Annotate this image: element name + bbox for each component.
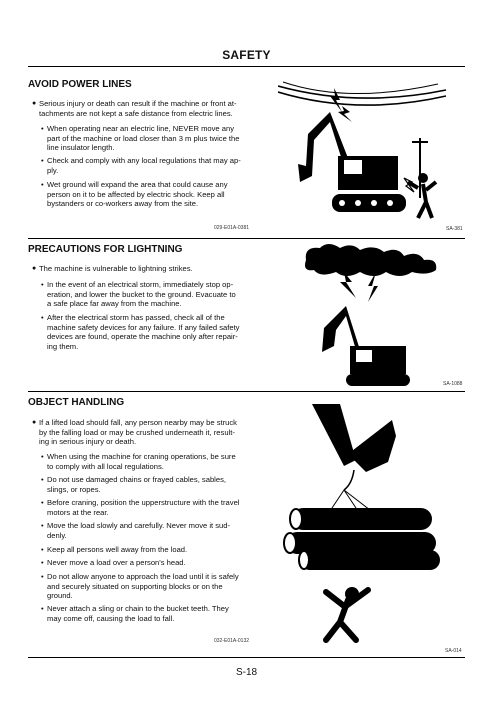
sub-bullet-dot: • — [41, 604, 44, 613]
list-item: Move the load slowly and carefully. Never move it sud- denly. — [47, 521, 231, 540]
bullet-dot: ● — [32, 419, 37, 426]
sub-bullet-dot: • — [41, 156, 44, 165]
bullet-dot: ● — [32, 265, 37, 272]
list-item: After the electrical storm has passed, check all of the machine safety devices for any failure. If any failed safety devices are found, operate the machine only after repair- ing them. — [47, 313, 240, 351]
sub-bullet-dot: • — [41, 545, 44, 554]
list-item: Never move a load over a person's head. — [47, 558, 186, 567]
lightning-storm-illustration — [300, 242, 450, 388]
section-divider — [28, 391, 465, 392]
section-bullet-text: If a lifted load should fall, any person nearby may be struck by the falling load or may be crushed underneath it, result- ing in serious injury or death. — [39, 418, 237, 447]
section-title-lightning: PRECAUTIONS FOR LIGHTNING — [28, 244, 183, 255]
document-code: 032-E01A-0132 — [214, 638, 250, 644]
sub-bullet-dot: • — [41, 280, 44, 289]
sub-bullet-dot: • — [41, 452, 44, 461]
figure-label: SA-381 — [446, 226, 463, 232]
section-bullet-text: Serious injury or death can result if the machine or front at- tachments are not kept a safe distance from electric lines. — [39, 99, 237, 118]
power-line-excavator-illustration — [278, 78, 448, 228]
falling-load-illustration — [282, 400, 452, 650]
section-divider — [28, 238, 465, 239]
sub-bullet-dot: • — [41, 572, 44, 581]
list-item: When operating near an electric line, NEVER move any part of the machine or load closer than 3 m plus twice the line insulator length. — [47, 124, 240, 153]
sub-bullet-dot: • — [41, 180, 44, 189]
sub-bullet-dot: • — [41, 124, 44, 133]
header-rule — [28, 66, 465, 67]
page-number: S-18 — [235, 667, 258, 678]
list-item: Never attach a sling or chain to the bucket teeth. They may come off, causing the load to fall. — [47, 604, 229, 623]
list-item: When using the machine for craning operations, be sure to comply with all local regulations. — [47, 452, 236, 471]
document-code: 029-E01A-0381 — [214, 225, 250, 231]
list-item: In the event of an electrical storm, immediately stop op- eration, and lower the bucket to the ground. Evacuate to a safe place far away from the machine. — [47, 280, 236, 309]
list-item: Before craning, position the upperstructure with the travel motors at the rear. — [47, 498, 240, 517]
sub-bullet-dot: • — [41, 558, 44, 567]
sub-bullet-dot: • — [41, 475, 44, 484]
sub-bullet-dot: • — [41, 521, 44, 530]
page-title: SAFETY — [222, 48, 271, 62]
sub-bullet-dot: • — [41, 498, 44, 507]
sub-bullet-dot: • — [41, 313, 44, 322]
footer-rule — [28, 657, 465, 658]
list-item: Do not use damaged chains or frayed cables, sables, slings, or ropes. — [47, 475, 226, 494]
bullet-dot: ● — [32, 100, 37, 107]
list-item: Do not allow anyone to approach the load until it is safely and securely situated on supporting blocks or on the ground. — [47, 572, 239, 601]
list-item: Check and comply with any local regulations that may ap- ply. — [47, 156, 241, 175]
figure-label: SA-014 — [445, 648, 462, 654]
list-item: Wet ground will expand the area that could cause any person on it to be affected by electric shock. Keep all bystanders or co-workers away from the site. — [47, 180, 228, 209]
section-title-object-handling: OBJECT HANDLING — [28, 397, 125, 408]
section-bullet-text: The machine is vulnerable to lightning strikes. — [39, 264, 193, 273]
list-item: Keep all persons well away from the load. — [47, 545, 188, 554]
figure-label: SA-1088 — [443, 381, 463, 387]
section-title-power-lines: AVOID POWER LINES — [28, 79, 132, 90]
